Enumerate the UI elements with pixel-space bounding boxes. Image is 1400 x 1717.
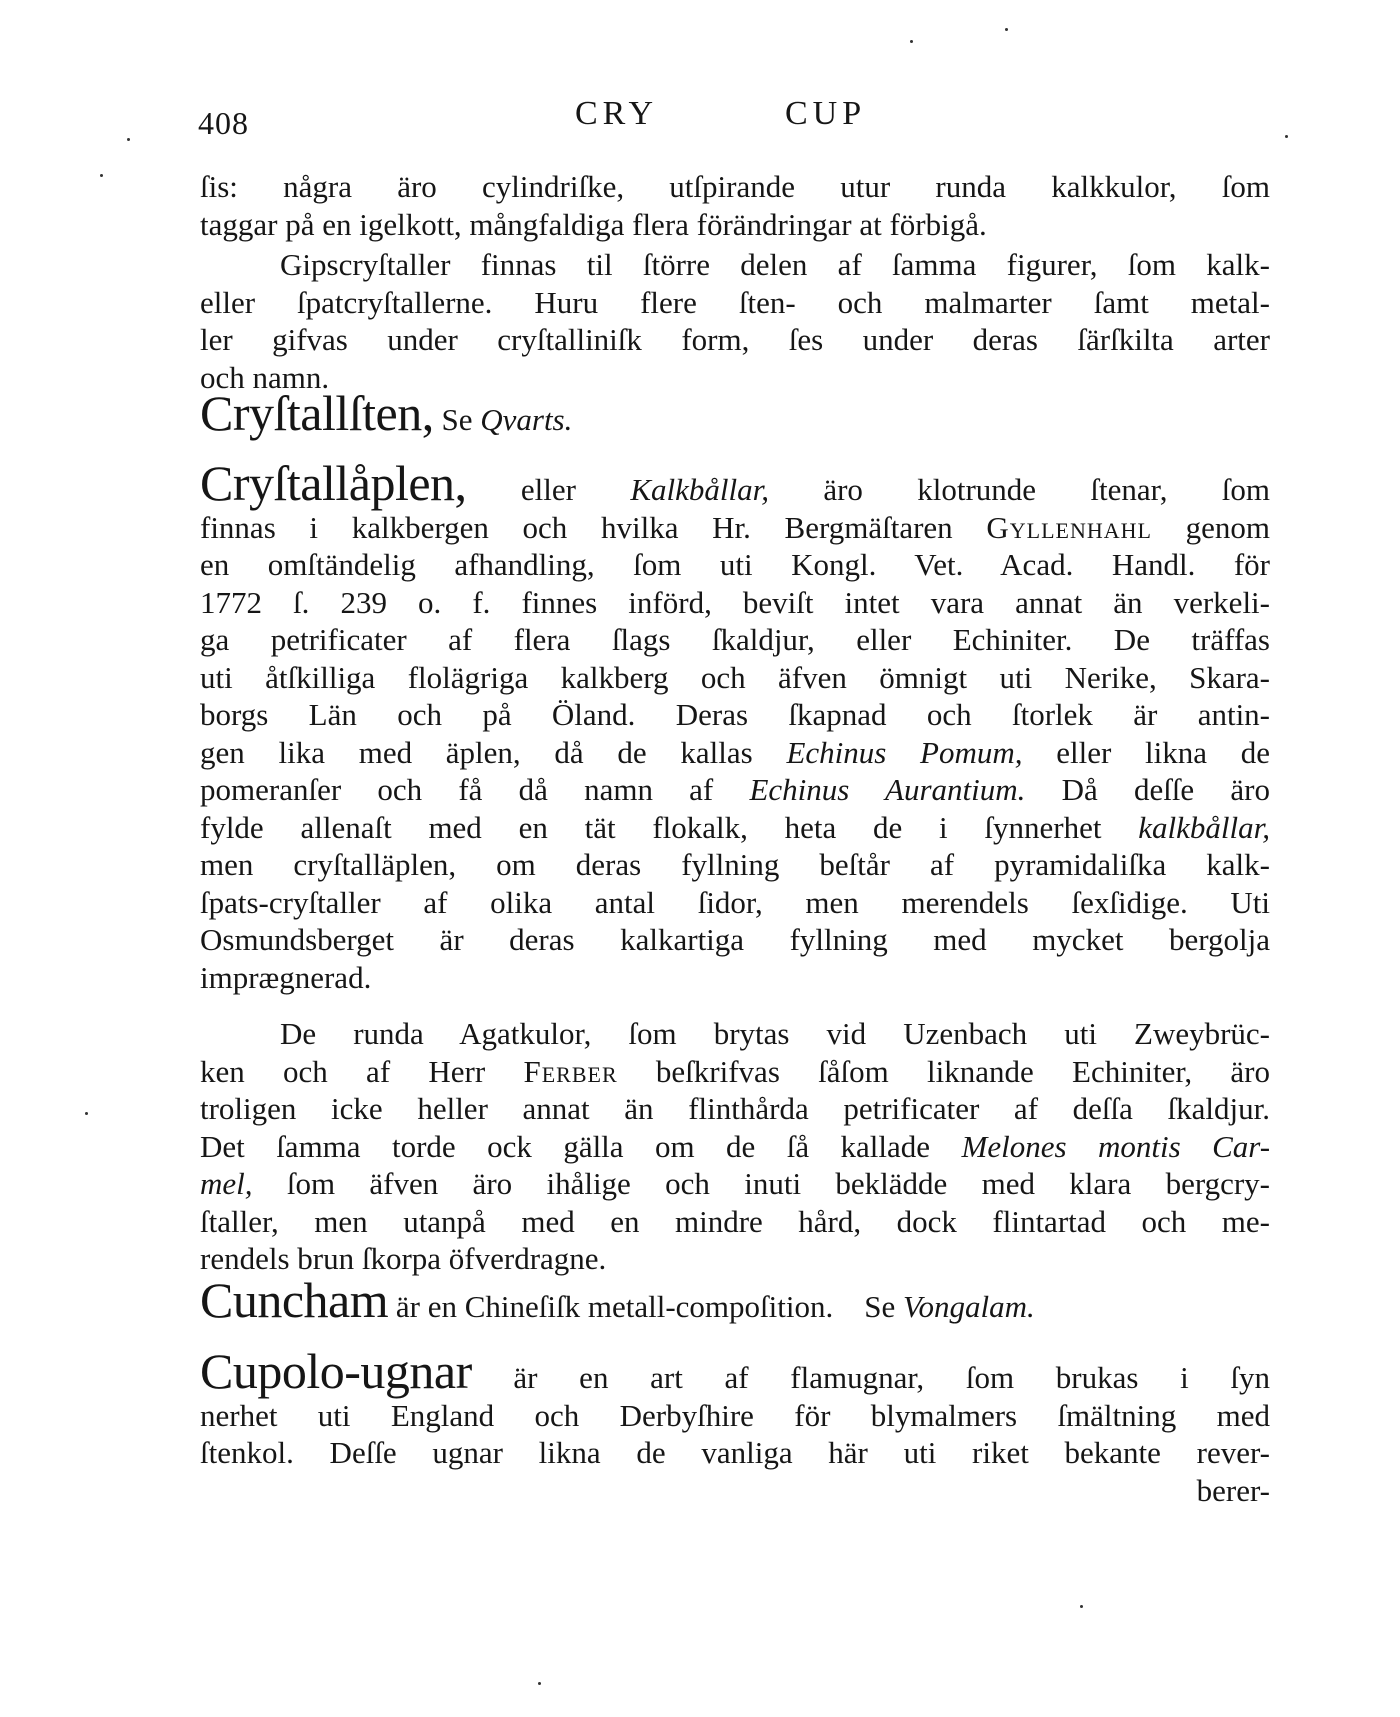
headword: Cupolo-ugnar [200,1343,472,1399]
entry-line [200,455,1271,511]
text-line [200,734,1270,772]
text-line [200,1165,1270,1203]
text-line: uti åtſkilliga flolägriga kalkberg och äfven ömnigt uti Nerike, Skara- [200,659,1270,695]
person-name: Ferber [523,1053,618,1089]
entry-cupolo-ugnar [200,1343,1270,1509]
text-line [200,771,1270,809]
text-line [200,809,1270,847]
text-line [200,1128,1270,1166]
text-line: ſis: några äro cylindriſke, utſpirande utur runda kalkkulor, ſom [200,169,1270,204]
text-line: borgs Län och på Öland. Deras ſkapnad och ſtorlek är antin- [200,697,1270,732]
text-fragment: ſom äfven äro ihålige och inuti beklädde med klara bergcry- [286,1166,1271,1201]
catchword: berer- [1196,1472,1270,1508]
print-speck [1285,135,1288,138]
left-guide-word: CRY [575,95,659,132]
text-fragment: Det ſamma torde ock gälla om de ſå kallade [200,1128,931,1164]
text-fragment: Då deſſe äro [1061,772,1270,807]
text-line: Gipscryſtaller finnas til ſtörre delen af ſamma figurer, ſom kalk- [280,247,1270,282]
text-fragment: är en art af flamugnar, ſom brukas i ſyn [513,1360,1270,1395]
headword: Cryſtallſten, [200,385,434,441]
print-speck [910,40,913,43]
text-line: och namn. [200,359,330,395]
text-line: ſtenkol. Deſſe ugnar likna de vanliga här uti riket bekante rever- [200,1435,1270,1470]
text-line: rendels brun ſkorpa öfverdragne. [200,1241,607,1276]
italic-term: mel, [200,1166,253,1201]
right-guide-word: CUP [785,95,867,132]
text-line: ga petrificater af flera ſlags ſkaldjur, eller Echiniter. De träffas [200,622,1270,657]
italic-term: Echinus Pomum, [786,734,1023,770]
see-label: Se [864,1289,896,1324]
text-line: ſtaller, men utanpå med en mindre hård, dock flintartad och me- [200,1203,1270,1239]
text-line: nerhet uti England och Derbyſhire för blymalmers ſmältning med [200,1397,1270,1433]
italic-term: kalkbållar, [1138,809,1271,845]
text-fragment: beſkrifvas ſåſom liknande Echiniter, äro [655,1053,1271,1089]
entry-line [200,1343,1270,1399]
italic-term: Kalkbållar, [630,472,769,507]
text-fragment: ken och af Herr [200,1053,486,1089]
text-line: taggar på en igelkott, mångfaldiga flera förändringar at förbigå. [200,206,987,242]
text-fragment: fylde allenaſt med en tät flokalk, heta de i ſynnerhet [200,809,1102,845]
entry-cuncham [200,1272,1270,1328]
text-line: imprægnerad. [200,959,372,995]
text-line [200,509,1270,547]
cross-reference: Vongalam. [903,1289,1035,1324]
print-speck [1080,1605,1083,1608]
text-line: en omſtändelig afhandling, ſom uti Kongl. Vet. Acad. Handl. för [200,547,1270,582]
text-fragment: eller [520,472,576,507]
paragraph-continuation [200,168,1270,243]
page-number: 408 [198,105,249,141]
text-fragment: är en Chineſiſk metall-compoſition. [395,1289,834,1324]
print-speck [85,1112,88,1115]
entry-line [200,385,1270,441]
text-line [200,1053,1270,1091]
text-line: men cryſtalläplen, om deras fyllning beſtår af pyramidaliſka kalk- [200,847,1270,882]
text-fragment: genom [1185,509,1270,545]
text-line: De runda Agatkulor, ſom brytas vid Uzenbach uti Zweybrüc- [280,1016,1270,1051]
print-speck [538,1682,541,1685]
text-line: ler gifvas under cryſtalliniſk form, ſes under deras ſärſkilta arter [200,322,1270,357]
text-fragment: pomeranſer och få då namn af [200,772,714,807]
print-speck [1005,28,1008,31]
text-fragment: äro klotrunde ſtenar, ſom [823,472,1271,507]
text-line: eller ſpatcryſtallerne. Huru flere ſten- och malmarter ſamt metal- [200,284,1270,320]
see-label: Se [441,402,473,437]
headword: Cryſtallåplen, [200,455,467,511]
text-line: Osmundsberget är deras kalkartiga fyllning med mycket bergolja [200,922,1270,957]
cross-reference: Qvarts. [480,402,573,437]
entry-crystallaplen [200,455,1271,996]
text-fragment: finnas i kalkbergen och hvilka Hr. Bergmäſtaren [200,509,953,545]
text-line: troligen icke heller annat än flinthårda petrificater af deſſa ſkaldjur. [200,1091,1270,1126]
headword: Cuncham [200,1272,389,1328]
entry-crystallsten [200,385,1270,441]
paragraph-gipscrystaller [200,246,1270,396]
entry-line [200,1272,1270,1328]
print-speck [100,174,103,177]
text-line: ſpats-cryſtaller af olika antal ſidor, men merendels ſexſidige. Uti [200,884,1270,920]
italic-term: Melones montis Car- [961,1128,1271,1164]
text-fragment: gen lika med äplen, då de kallas [200,734,753,770]
paragraph-agatkulor [200,1015,1270,1278]
print-speck [127,138,130,141]
text-line: 1772 ſ. 239 o. f. finnes införd, beviſt intet vara annat än verkeli- [200,584,1270,620]
italic-term: Echinus Aurantium. [749,772,1026,807]
text-fragment: eller likna de [1056,734,1271,770]
running-head [190,95,1270,145]
person-name: Gyllenhahl [986,509,1152,545]
